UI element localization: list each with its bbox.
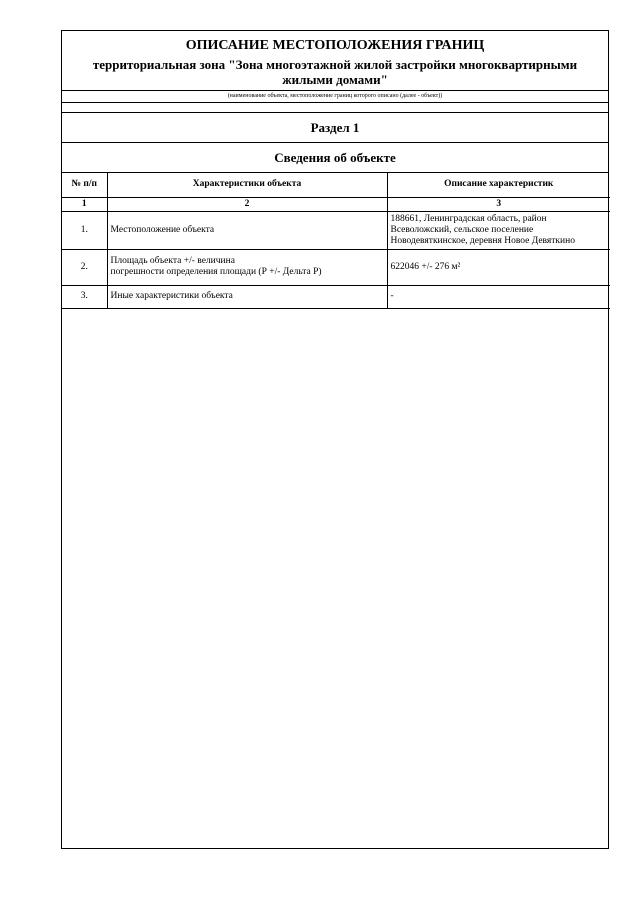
table-header-row: [62, 173, 610, 197]
column-number-row: [62, 197, 610, 211]
row-description: [387, 285, 610, 308]
row-number: 3.: [62, 285, 107, 308]
column-header-characteristic: Характеристики объекта: [107, 173, 387, 197]
object-info-table: [62, 173, 610, 309]
section-heading: Сведения об объекте: [62, 143, 608, 173]
table-row: [62, 249, 610, 285]
description-line: Всеволожский, сельское поселение: [390, 224, 534, 235]
table-row: [62, 211, 610, 249]
section-label: Раздел 1: [62, 113, 608, 143]
spacer-row: [62, 103, 608, 113]
description-line: 188661, Ленинградская область, район: [390, 213, 547, 224]
column-number: 2: [107, 197, 387, 211]
document-header: [62, 31, 608, 91]
document-frame: [61, 30, 609, 849]
column-header-number: № п/п: [62, 173, 107, 197]
description-line: Новодевяткинское, деревня Новое Девяткино: [390, 235, 575, 246]
document-title: ОПИСАНИЕ МЕСТОПОЛОЖЕНИЯ ГРАНИЦ: [185, 38, 485, 53]
row-number: 1.: [62, 211, 107, 249]
characteristic-line: Площадь объекта +/- величина: [110, 256, 235, 266]
description-line: 622046 +/- 276 м²: [390, 261, 461, 272]
row-description: [387, 211, 610, 249]
column-number: 1: [62, 197, 107, 211]
characteristic-line: Иные характеристики объекта: [110, 291, 233, 301]
row-description: [387, 249, 610, 285]
row-characteristic: [107, 211, 387, 249]
row-characteristic: [107, 285, 387, 308]
characteristic-line: погрешности определения площади (Р +/- Дельта Р): [110, 267, 322, 277]
row-characteristic: [107, 249, 387, 285]
row-number: 2.: [62, 249, 107, 285]
description-line: -: [390, 291, 394, 301]
object-name: территориальная зона "Зона многоэтажной жилой застройки многоквартирными жилыми домами": [92, 57, 578, 87]
characteristic-line: Местоположение объекта: [110, 224, 215, 235]
column-header-description: Описание характеристик: [387, 173, 610, 197]
object-name-caption: (наименование объекта, местоположение границ которого описано (далее - объект)): [62, 91, 608, 103]
column-number: 3: [387, 197, 610, 211]
table-row: [62, 285, 610, 308]
